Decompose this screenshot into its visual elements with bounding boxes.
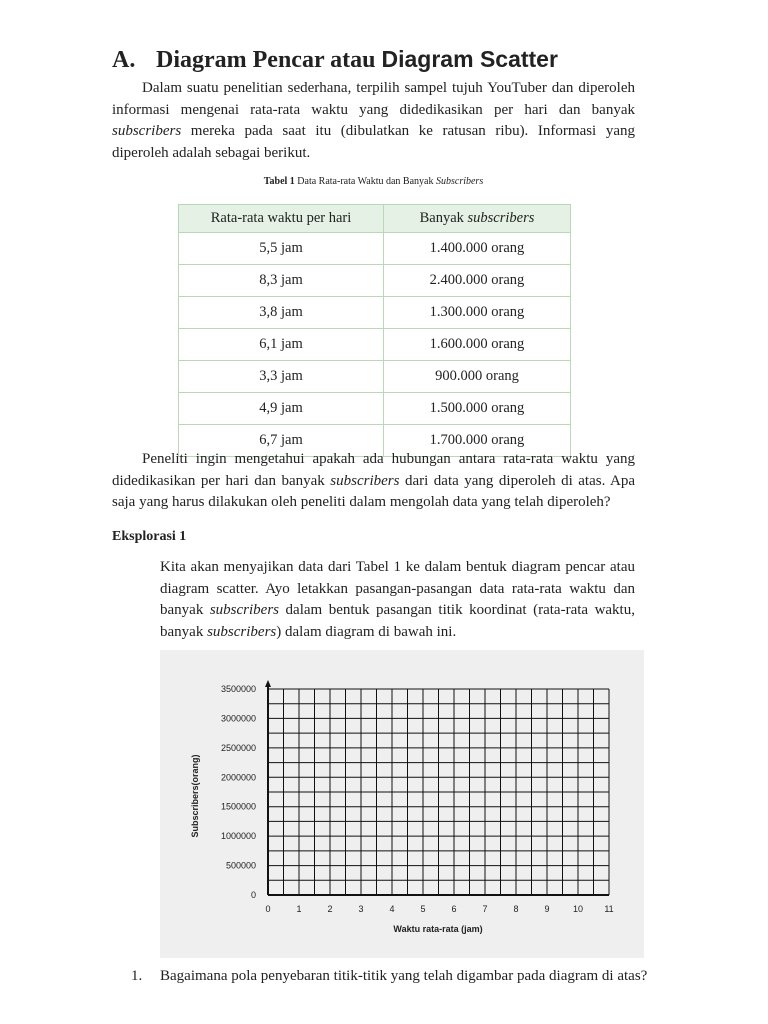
table-cell-time: 6,1 jam — [179, 329, 384, 361]
x-tick-label: 3 — [358, 904, 364, 914]
y-tick-label: 2000000 — [220, 772, 256, 783]
y-axis-arrow-icon — [265, 680, 271, 687]
column-header-subscribers: Banyak subscribers — [384, 205, 571, 233]
table-cell-subscribers: 1.300.000 orang — [384, 297, 571, 329]
table-cell-time: 3,8 jam — [179, 297, 384, 329]
x-tick-label: 9 — [544, 904, 550, 914]
table-cell-subscribers: 1.500.000 orang — [384, 393, 571, 425]
table-cell-time: 4,9 jam — [179, 393, 384, 425]
y-tick-label: 500000 — [225, 860, 256, 871]
y-tick-label: 2500000 — [220, 742, 256, 753]
question-number: 1. — [131, 968, 143, 984]
section-title-sans: Diagram Scatter — [381, 46, 558, 72]
table-cell-subscribers: 1.600.000 orang — [384, 329, 571, 361]
table-header-row — [179, 205, 571, 233]
y-tick-label: 0 — [250, 890, 256, 900]
table-cell-subscribers: 2.400.000 orang — [384, 265, 571, 297]
table-row — [179, 393, 571, 425]
question-text: Bagaimana pola penyebaran titik-titik yang telah digambar pada diagram di atas? — [160, 968, 648, 984]
scatter-chart-panel — [160, 650, 644, 958]
table-row — [179, 329, 571, 361]
data-table — [178, 204, 571, 457]
table-caption: Tabel 1 Data Rata-rata Waktu dan Banyak Subscribers — [263, 176, 484, 187]
y-tick-label: 3500000 — [220, 684, 256, 694]
x-tick-label: 1 — [296, 904, 302, 914]
table-cell-subscribers: 1.400.000 orang — [384, 233, 571, 265]
y-tick-label: 1500000 — [220, 801, 256, 812]
x-tick-label: 7 — [482, 904, 488, 914]
table-row — [179, 361, 571, 393]
exploration-heading: Eksplorasi 1 — [112, 529, 187, 544]
x-tick-label: 2 — [327, 904, 333, 914]
x-tick-label: 10 — [572, 904, 584, 914]
table-cell-time: 6,7 jam — [179, 425, 384, 457]
x-axis-label: Waktu rata-rata (jam) — [393, 924, 483, 934]
x-tick-label: 4 — [389, 904, 395, 914]
table-cell-time: 8,3 jam — [179, 265, 384, 297]
x-tick-label: 6 — [451, 904, 457, 914]
y-tick-label: 3000000 — [220, 713, 256, 724]
section-title — [112, 44, 558, 75]
x-tick-label: 11 — [604, 904, 614, 914]
exploration-paragraph: Kita akan menyajikan data dari Tabel 1 ke dalam bentuk diagram pencar atau diagram scatter. Ayo letakkan pasangan-pasangan data rata-rata waktu dan banyak subscribers dalam bentuk pasangan titik koordinat (rata-rata waktu, banyak subscribers) dalam diagram di bawah ini. — [160, 559, 635, 640]
table-cell-subscribers: 900.000 orang — [384, 361, 571, 393]
research-question-paragraph: Peneliti ingin mengetahui apakah ada hubungan antara rata-rata waktu yang didedikasikan per hari dan banyak subscribers dari data yang diperoleh di atas. Apa saja yang harus dilakukan oleh peneliti dalam mengolah data yang telah diperoleh? — [112, 451, 635, 510]
y-axis-label: Subscribers(orang) — [190, 754, 200, 838]
section-title-serif: Diagram Pencar atau — [156, 47, 376, 73]
column-header-time: Rata-rata waktu per hari — [179, 205, 384, 233]
table-cell-subscribers: 1.700.000 orang — [384, 425, 571, 457]
scatter-chart — [160, 650, 644, 958]
table-cell-time: 5,5 jam — [179, 233, 384, 265]
table-row — [179, 297, 571, 329]
intro-paragraph: Dalam suatu penelitian sederhana, terpilih sampel tujuh YouTuber dan diperoleh informasi mengenai rata-rata waktu yang didedikasikan per hari dan banyak subscribers mereka pada saat itu (dibulatkan ke ratusan ribu). Informasi yang diperoleh adalah sebagai berikut. — [112, 80, 635, 161]
table-caption-label: Tabel 1 — [263, 176, 295, 187]
table-row — [179, 233, 571, 265]
x-tick-label: 5 — [420, 904, 426, 914]
y-tick-label: 1000000 — [220, 831, 256, 842]
section-number: A. — [112, 47, 136, 73]
question-1 — [131, 968, 647, 985]
x-tick-label: 0 — [265, 904, 271, 914]
table-cell-time: 3,3 jam — [179, 361, 384, 393]
table-row — [179, 265, 571, 297]
x-tick-label: 8 — [513, 904, 519, 914]
chart-grid — [268, 689, 609, 895]
